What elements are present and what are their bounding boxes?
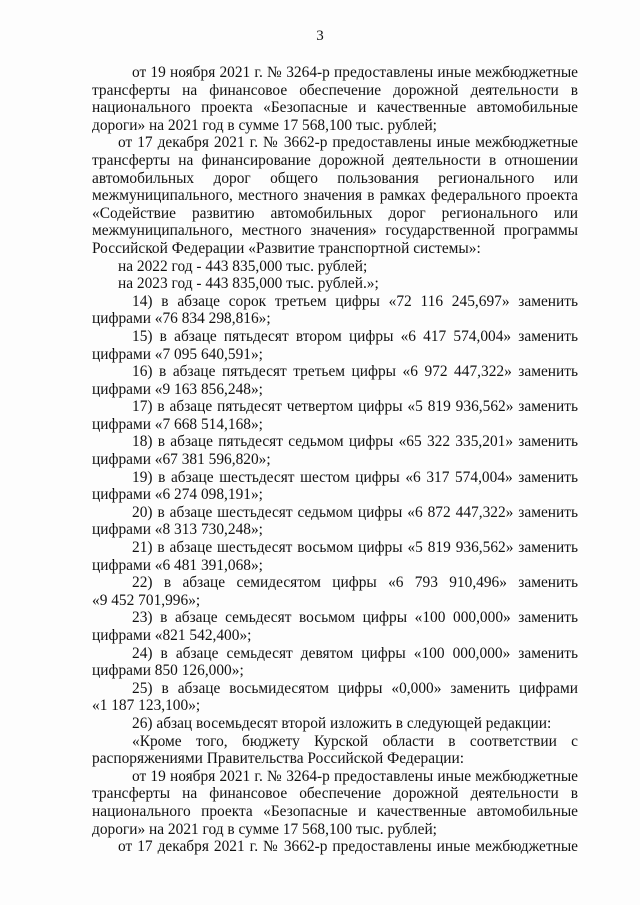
text-line: 19) в абзаце шестьдесят шестом цифры «6 317 574,004» заменить xyxy=(132,468,578,486)
text-line: цифрами «8 313 730,248»; xyxy=(92,521,263,539)
text-line: национального проекта «Безопасные и качественные автомобильные xyxy=(92,99,578,117)
text-line: 23) в абзаце семьдесят восьмом цифры «100 000,000» заменить xyxy=(132,609,578,627)
text-line: цифрами 850 126,000»; xyxy=(92,662,244,680)
text-line: трансферты на финансовое обеспечение дорожной деятельности в xyxy=(92,785,578,803)
text-line: распоряжениями Правительства Российской Федерации: xyxy=(92,750,465,768)
text-line: цифрами «6 274 098,191»; xyxy=(92,486,263,504)
text-line: 16) в абзаце пятьдесят третьем цифры «6 972 447,322» заменить xyxy=(132,363,578,381)
text-line: от 19 ноября 2021 г. № 3264-р предоставлены иные межбюджетные xyxy=(132,767,578,785)
text-line: 21) в абзаце шестьдесят восьмом цифры «5 819 936,562» заменить xyxy=(132,539,578,557)
text-line: от 17 декабря 2021 г. № 3662-р предоставлены иные межбюджетные xyxy=(118,838,578,856)
document-body xyxy=(92,64,578,856)
text-line: 15) в абзаце пятьдесят втором цифры «6 417 574,004» заменить xyxy=(132,327,578,345)
text-line: межмуниципального, местного значения в рамках федерального проекта xyxy=(92,187,578,205)
text-line: цифрами «7 095 640,591»; xyxy=(92,345,263,363)
text-line: национального проекта «Безопасные и качественные автомобильные xyxy=(92,802,578,820)
text-line: 26) абзац восемьдесят второй изложить в следующей редакции: xyxy=(132,714,552,732)
page-number: 3 xyxy=(316,28,324,44)
text-line: автомобильных дорог общего пользования регионального или xyxy=(92,169,578,187)
text-line: цифрами «6 481 391,068»; xyxy=(92,556,263,574)
text-line: «1 187 123,100»; xyxy=(92,697,201,715)
text-line: дороги» на 2021 год в сумме 17 568,100 тыс. рублей; xyxy=(92,116,437,134)
text-line: от 17 декабря 2021 г. № 3662-р предоставлены иные межбюджетные xyxy=(118,134,578,152)
text-line: на 2023 год - 443 835,000 тыс. рублей.»; xyxy=(118,275,379,293)
text-line: цифрами «9 163 856,248»; xyxy=(92,380,263,398)
text-line: 17) в абзаце пятьдесят четвертом цифры «5 819 936,562» заменить xyxy=(132,398,578,416)
text-line: 20) в абзаце шестьдесят седьмом цифры «6 872 447,322» заменить xyxy=(132,503,578,521)
text-line: цифрами «821 542,400»; xyxy=(92,627,252,644)
text-line: трансферты на финансирование дорожной деятельности в отношении xyxy=(92,151,578,169)
text-line: 24) в абзаце семьдесят девятом цифры «100 000,000» заменить xyxy=(132,644,578,662)
text-line: на 2022 год - 443 835,000 тыс. рублей; xyxy=(118,257,368,275)
text-line: 25) в абзаце восьмидесятом цифры «0,000» заменить цифрами xyxy=(132,679,578,697)
text-line: 14) в абзаце сорок третьем цифры «72 116 245,697» заменить xyxy=(132,292,578,310)
text-line: трансферты на финансовое обеспечение дорожной деятельности в xyxy=(92,81,578,99)
text-line: от 19 ноября 2021 г. № 3264-р предоставлены иные межбюджетные xyxy=(132,64,578,81)
text-line: цифрами «76 834 298,816»; xyxy=(92,310,271,328)
text-line: «Кроме того, бюджету Курской области в соответствии с xyxy=(132,732,578,750)
text-line: «Содействие развитию автомобильных дорог регионального или xyxy=(92,204,578,222)
text-line: дороги» на 2021 год в сумме 17 568,100 тыс. рублей; xyxy=(92,820,437,838)
text-line: цифрами «7 668 514,168»; xyxy=(92,415,263,433)
text-line: цифрами «67 381 596,820»; xyxy=(92,451,271,469)
text-line: межмуниципального, местного значения» государственной программы xyxy=(92,222,578,240)
text-line: 18) в абзаце пятьдесят седьмом цифры «65 322 335,201» заменить xyxy=(132,433,578,451)
text-line: 22) в абзаце семидесятом цифры «6 793 910,496» заменить xyxy=(132,574,578,592)
text-line: «9 452 701,996»; xyxy=(92,591,201,609)
text-line: Российской Федерации «Развитие транспортной системы»: xyxy=(92,239,481,257)
